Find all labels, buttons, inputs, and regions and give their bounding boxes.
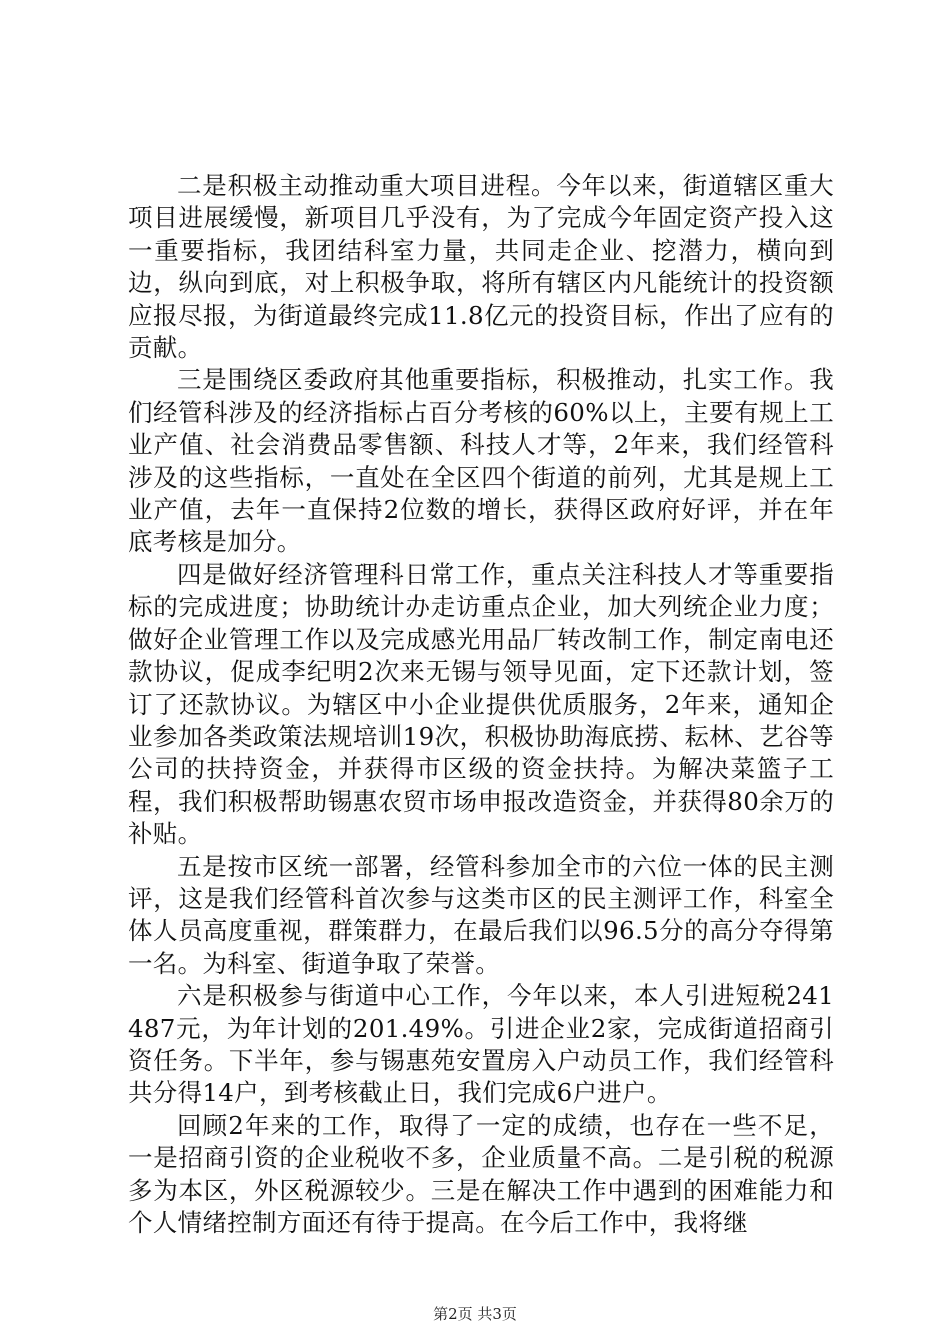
paragraph-review: 回顾2年来的工作，取得了一定的成绩，也存在一些不足，一是招商引资的企业税收不多，企业质量不高。二是引税的税源多为本区，外区税源较少。三是在解决工作中遇到的困难能力和个人情绪控制方面还有待于提高。在今后工作中，我将继	[128, 1110, 834, 1237]
paragraph-major-projects: 二是积极主动推动重大项目进程。今年以来，街道辖区重大项目进展缓慢，新项目几乎没有，为了完成今年固定资产投入这一重要指标，我团结科室力量，共同走企业、挖潜力，横向到边，纵向到底，对上积极争取，将所有辖区内凡能统计的投资额应报尽报，为街道最终完成11.8亿元的投资目标，作出了应有的贡献。	[128, 171, 834, 363]
document-body	[128, 170, 834, 1239]
paragraph-central-work: 六是积极参与街道中心工作，今年以来，本人引进短税241487元，为年计划的201.49%。引进企业2家，完成街道招商引资任务。下半年，参与锡惠苑安置房入户动员工作，我们经管科共分得14户，到考核截止日，我们完成6户进户。	[128, 981, 834, 1108]
paragraph-key-indicators: 三是围绕区委政府其他重要指标，积极推动，扎实工作。我们经管科涉及的经济指标占百分考核的60%以上，主要有规上工业产值、社会消费品零售额、科技人才等，2年来，我们经管科涉及的这些指标，一直处在全区四个街道的前列，尤其是规上工业产值，去年一直保持2位数的增长，获得区政府好评，并在年底考核是加分。	[128, 365, 834, 557]
paragraph-democratic-evaluation: 五是按市区统一部署，经管科参加全市的六位一体的民主测评，这是我们经管科首次参与这类市区的民主测评工作，科室全体人员高度重视，群策群力，在最后我们以96.5分的高分夺得第一名。为科室、街道争取了荣誉。	[128, 851, 834, 978]
paragraph-daily-work: 四是做好经济管理科日常工作，重点关注科技人才等重要指标的完成进度；协助统计办走访重点企业，加大列统企业力度；做好企业管理工作以及完成感光用品厂转改制工作，制定南电还款协议，促成李纪明2次来无锡与领导见面，定下还款计划，签订了还款协议。为辖区中小企业提供优质服务，2年来，通知企业参加各类政策法规培训19次，积极协助海底捞、耘林、艺谷等公司的扶持资金，并获得市区级的资金扶持。为解决菜篮子工程，我们积极帮助锡惠农贸市场申报改造资金，并获得80余万的补贴。	[128, 559, 834, 849]
page-footer: 第2页 共3页	[433, 1305, 517, 1323]
